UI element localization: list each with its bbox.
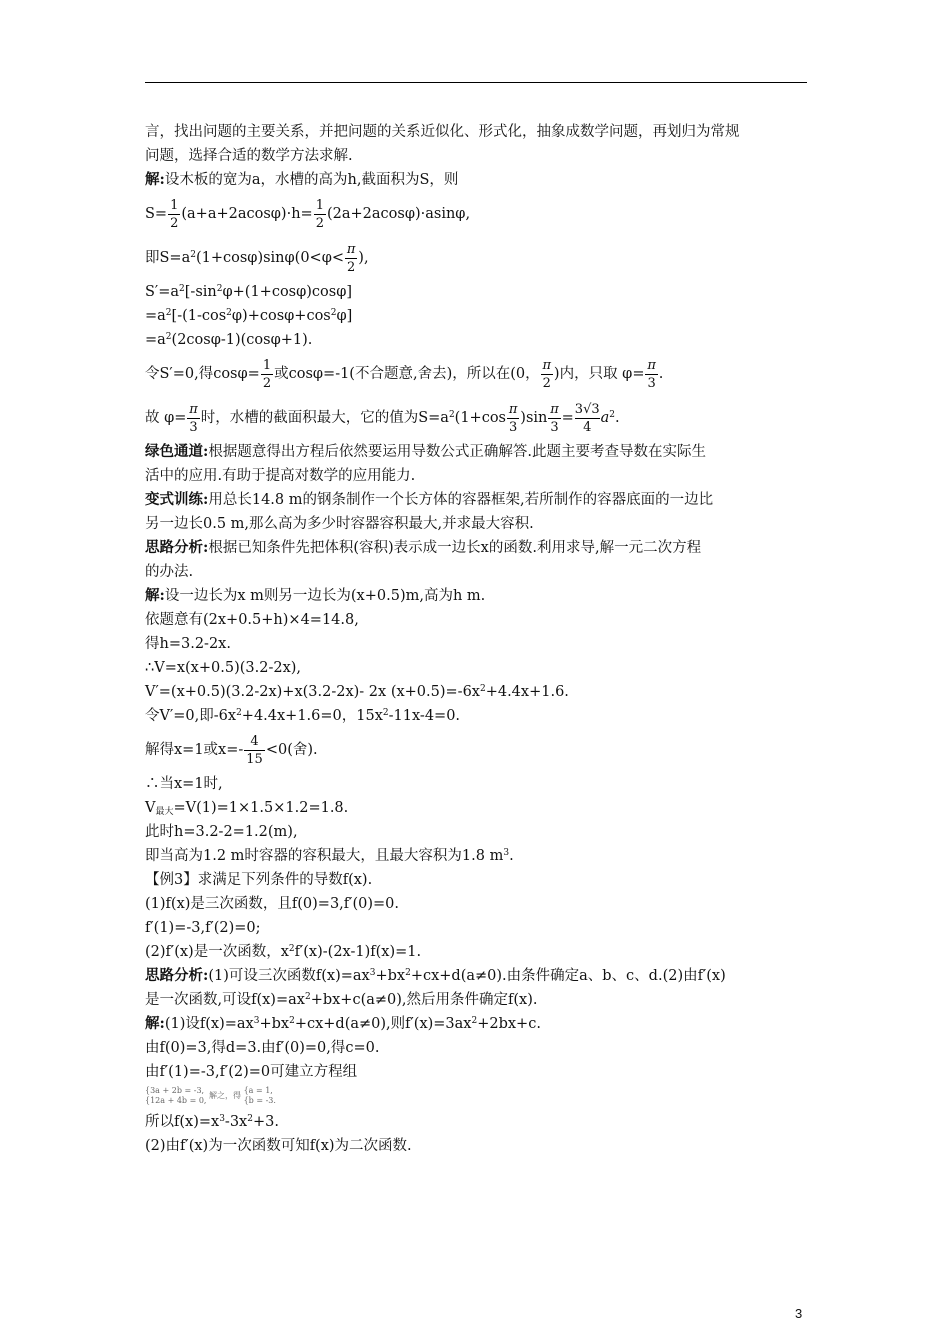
fraction xyxy=(187,401,199,436)
text: 根据题意得出方程后依然要运用导数公式正确解答.此题主要考查导数在实际生 xyxy=(208,444,706,460)
text: φ] xyxy=(336,308,353,324)
text: +4.4x+1.6. xyxy=(485,684,569,700)
text: 故 φ= xyxy=(145,410,187,426)
fraction xyxy=(314,197,326,232)
text: 或cosφ=-1(不合题意,舍去)，所以在(0， xyxy=(274,366,540,382)
text: 【例3】求满足下列条件的导数f(x). xyxy=(145,872,373,888)
text: 问题，选择合适的数学方法求解. xyxy=(145,148,353,164)
text: +cx+d(a≠0).由条件确定a、b、c、d.(2)由f′(x) xyxy=(410,968,726,984)
text: . xyxy=(658,366,664,382)
exponent: 2 xyxy=(236,708,242,718)
text-line xyxy=(145,1134,810,1158)
text: {a = 1, xyxy=(243,1086,273,1095)
numerator: π xyxy=(189,401,198,417)
equation-line xyxy=(145,728,810,772)
numerator: 4 xyxy=(250,733,259,749)
denominator: 3 xyxy=(189,419,198,435)
text: <0(舍). xyxy=(265,742,318,758)
equation-line xyxy=(145,1110,810,1134)
text-line xyxy=(145,1060,810,1084)
fraction xyxy=(244,733,265,768)
fraction xyxy=(507,401,519,436)
text: (2)由f′(x)为一次函数可知f(x)为二次函数. xyxy=(145,1138,412,1154)
text: [-(1-cos xyxy=(171,308,227,324)
text: 设一边长为x m则另一边长为(x+0.5)m,高为h m. xyxy=(164,588,486,604)
exponent: 3 xyxy=(253,1016,260,1026)
text: )sin xyxy=(520,410,548,426)
text-line xyxy=(145,488,810,512)
text: f′(1)=-3,f′(2)=0; xyxy=(145,920,261,936)
text: {12a + 4b = 0, xyxy=(145,1096,207,1105)
idea-label: 思路分析: xyxy=(145,967,209,984)
text: 所以f(x)=x xyxy=(145,1114,220,1130)
text: +cx+d(a≠0),则f′(x)=3ax xyxy=(294,1016,472,1032)
text: 言，找出问题的主要关系，并把问题的关系近似化、形式化，抽象成数学问题，再划归为常规 xyxy=(145,124,740,140)
exponent: 2 xyxy=(304,992,311,1002)
text: φ+(1+cosφ)cosφ] xyxy=(222,284,353,300)
text-line xyxy=(145,1012,810,1036)
exponent: 2 xyxy=(190,250,196,260)
denominator: 3 xyxy=(647,375,656,391)
text: 用总长14.8 m的钢条制作一个长方体的容器框架,若所制作的容器底面的一边比 xyxy=(208,492,714,508)
text: +bx+c(a≠0),然后用条件确定f(x). xyxy=(310,992,538,1008)
idea-label: 思路分析: xyxy=(145,539,209,556)
text-line xyxy=(145,772,810,796)
text-line xyxy=(145,988,810,1012)
exponent: 2 xyxy=(165,308,172,318)
system-right xyxy=(244,1086,276,1106)
numerator: 1 xyxy=(262,357,272,373)
equation-line xyxy=(145,796,810,820)
exponent: 2 xyxy=(471,1016,478,1026)
text-line xyxy=(145,964,810,988)
text: (1)可设三次函数f(x)=ax xyxy=(208,968,370,984)
text-line xyxy=(145,844,810,868)
equation-line xyxy=(145,304,810,328)
numerator: 1 xyxy=(170,197,179,213)
text: 解得x=1或x=- xyxy=(145,742,244,758)
exponent: 2 xyxy=(289,1016,295,1026)
fraction xyxy=(548,401,560,436)
text-line xyxy=(145,512,810,536)
equation-line xyxy=(145,192,810,236)
text-line xyxy=(145,608,810,632)
denominator: 15 xyxy=(246,751,263,767)
denominator: 4 xyxy=(575,418,600,436)
text: 即当高为1.2 m时容器的容积最大，且最大容积为1.8 m xyxy=(145,848,504,864)
text: =a xyxy=(145,308,166,324)
system-left xyxy=(145,1086,206,1106)
document-body xyxy=(145,120,810,1158)
text-line xyxy=(145,892,810,916)
exponent: 3 xyxy=(369,968,376,978)
text: (1+cosφ)sinφ(0<φ< xyxy=(195,250,345,266)
text: 根据已知条件先把体积(容积)表示成一边长x的函数.利用求导,解一元二次方程 xyxy=(208,540,702,556)
text: )内，只取 φ= xyxy=(553,366,645,382)
text: V′=(x+0.5)(3.2-2x)+x(3.2-2x)- 2x (x+0.5)=-6x xyxy=(145,684,480,700)
exponent: 2 xyxy=(609,410,616,420)
text: =a xyxy=(145,332,166,348)
text-line xyxy=(145,560,810,584)
text: 依题意有(2x+0.5+h)×4=14.8, xyxy=(145,612,359,628)
text: (2a+2acosφ)·asinφ, xyxy=(326,206,471,222)
text: +3. xyxy=(252,1114,279,1130)
equation-system-image xyxy=(145,1084,810,1110)
text: ∴V=x(x+0.5)(3.2-2x), xyxy=(145,660,302,676)
equation-line xyxy=(145,328,810,352)
text: (1)设f(x)=ax xyxy=(164,1016,254,1032)
text-line xyxy=(145,464,810,488)
text: -3x xyxy=(224,1114,248,1130)
text-line xyxy=(145,120,810,144)
text-line xyxy=(145,632,810,656)
text: 的办法. xyxy=(145,564,194,580)
exponent: 2 xyxy=(288,944,295,954)
exponent: 3 xyxy=(503,848,510,858)
text: = xyxy=(561,410,574,426)
text: (2cosφ-1)(cosφ+1). xyxy=(171,332,313,348)
text: 设木板的宽为a，水槽的高为h,截面积为S，则 xyxy=(164,172,459,188)
text: 由f′(1)=-3,f′(2)=0可建立方程组 xyxy=(145,1064,358,1080)
text: a xyxy=(600,410,610,426)
fraction xyxy=(345,241,357,276)
text: 解之，得 xyxy=(209,1091,242,1100)
fraction xyxy=(645,357,657,392)
text: V xyxy=(145,800,156,816)
text: 得h=3.2-2x. xyxy=(145,636,231,652)
exponent: 2 xyxy=(216,284,223,294)
text: (a+a+2acosφ)·h= xyxy=(181,206,313,222)
text: 活中的应用.有助于提高对数学的应用能力. xyxy=(145,468,416,484)
text: S′=a xyxy=(145,284,180,300)
exponent: 3 xyxy=(219,1114,225,1124)
exponent: 2 xyxy=(330,308,337,318)
text: (1)f(x)是三次函数，且f(0)=3,f′(0)=0. xyxy=(145,896,399,912)
text: ), xyxy=(358,250,369,266)
equation-line xyxy=(145,396,810,440)
exponent: 2 xyxy=(165,332,172,342)
text-line xyxy=(145,584,810,608)
numerator: π xyxy=(542,357,552,373)
numerator: π xyxy=(508,401,518,417)
numerator: π xyxy=(647,357,656,373)
fraction xyxy=(168,197,180,232)
denominator: 2 xyxy=(315,215,324,231)
text: 令S′=0,得cosφ= xyxy=(145,366,260,382)
exponent: 2 xyxy=(448,410,455,420)
solution-label: 解: xyxy=(145,587,165,604)
text-line xyxy=(145,144,810,168)
exponent: 2 xyxy=(179,284,185,294)
numerator: π xyxy=(346,241,356,257)
exponent: 2 xyxy=(382,708,389,718)
denominator: 2 xyxy=(542,375,551,391)
text: 即S=a xyxy=(145,250,191,266)
text-line xyxy=(145,1036,810,1060)
equation-line xyxy=(145,680,810,704)
text: {3a + 2b = -3, xyxy=(145,1086,205,1095)
fraction xyxy=(261,357,273,392)
variant-label: 变式训练: xyxy=(145,491,209,508)
text: 令V′=0,即-6x xyxy=(145,708,237,724)
denominator: 2 xyxy=(262,375,272,391)
text: +bx xyxy=(375,968,406,984)
example-heading xyxy=(145,868,810,892)
text: ∴当x=1时, xyxy=(145,776,223,792)
text-line xyxy=(145,820,810,844)
text-line xyxy=(145,440,810,464)
fraction xyxy=(541,357,553,392)
text: {b = -3. xyxy=(243,1096,276,1105)
header-rule xyxy=(145,82,807,83)
text: 此时h=3.2-2=1.2(m), xyxy=(145,824,298,840)
text-line xyxy=(145,536,810,560)
text: (2)f′(x)是一次函数，x xyxy=(145,944,289,960)
text: [-sin xyxy=(184,284,217,300)
denominator: 3 xyxy=(550,419,559,435)
text: f′(x)-(2x-1)f(x)=1. xyxy=(294,944,422,960)
denominator: 3 xyxy=(509,419,518,435)
exponent: 2 xyxy=(247,1114,253,1124)
text-line xyxy=(145,168,810,192)
equation-line xyxy=(145,940,810,964)
text: 是一次函数,可设f(x)=ax xyxy=(145,992,305,1008)
text: 时，水槽的截面积最大，它的值为S=a xyxy=(200,410,449,426)
fraction xyxy=(575,401,600,436)
solution-label: 解: xyxy=(145,171,165,188)
subscript: 最大 xyxy=(155,807,174,817)
equation-line xyxy=(145,704,810,728)
equation-line xyxy=(145,236,810,280)
text: S= xyxy=(145,206,168,222)
text-line xyxy=(145,656,810,680)
exponent: 2 xyxy=(226,308,232,318)
exponent: 2 xyxy=(479,684,486,694)
denominator: 2 xyxy=(347,259,356,275)
numerator: 3√3 xyxy=(574,401,600,417)
text: =V(1)=1×1.5×1.2=1.8. xyxy=(173,800,349,816)
text: +bx xyxy=(259,1016,290,1032)
exponent: 2 xyxy=(405,968,411,978)
text: (1+cos xyxy=(454,410,506,426)
text: . xyxy=(615,410,620,426)
text: φ)+cosφ+cos xyxy=(231,308,331,324)
numerator: π xyxy=(550,401,559,417)
equation-line xyxy=(145,352,810,396)
text: . xyxy=(509,848,514,864)
text: 由f(0)=3,得d=3.由f′(0)=0,得c=0. xyxy=(145,1040,380,1056)
text-line xyxy=(145,916,810,940)
text: 另一边长0.5 m,那么高为多少时容器容积最大,并求最大容积. xyxy=(145,516,534,532)
green-channel-label: 绿色通道: xyxy=(145,443,209,460)
text: -11x-4=0. xyxy=(388,708,461,724)
numerator: 1 xyxy=(315,197,324,213)
text: +2bx+c. xyxy=(477,1016,541,1032)
solution-label: 解: xyxy=(145,1015,165,1032)
denominator: 2 xyxy=(170,215,179,231)
equation-line xyxy=(145,280,810,304)
text: +4.4x+1.6=0，15x xyxy=(241,708,383,724)
page-number: 3 xyxy=(795,1306,803,1321)
